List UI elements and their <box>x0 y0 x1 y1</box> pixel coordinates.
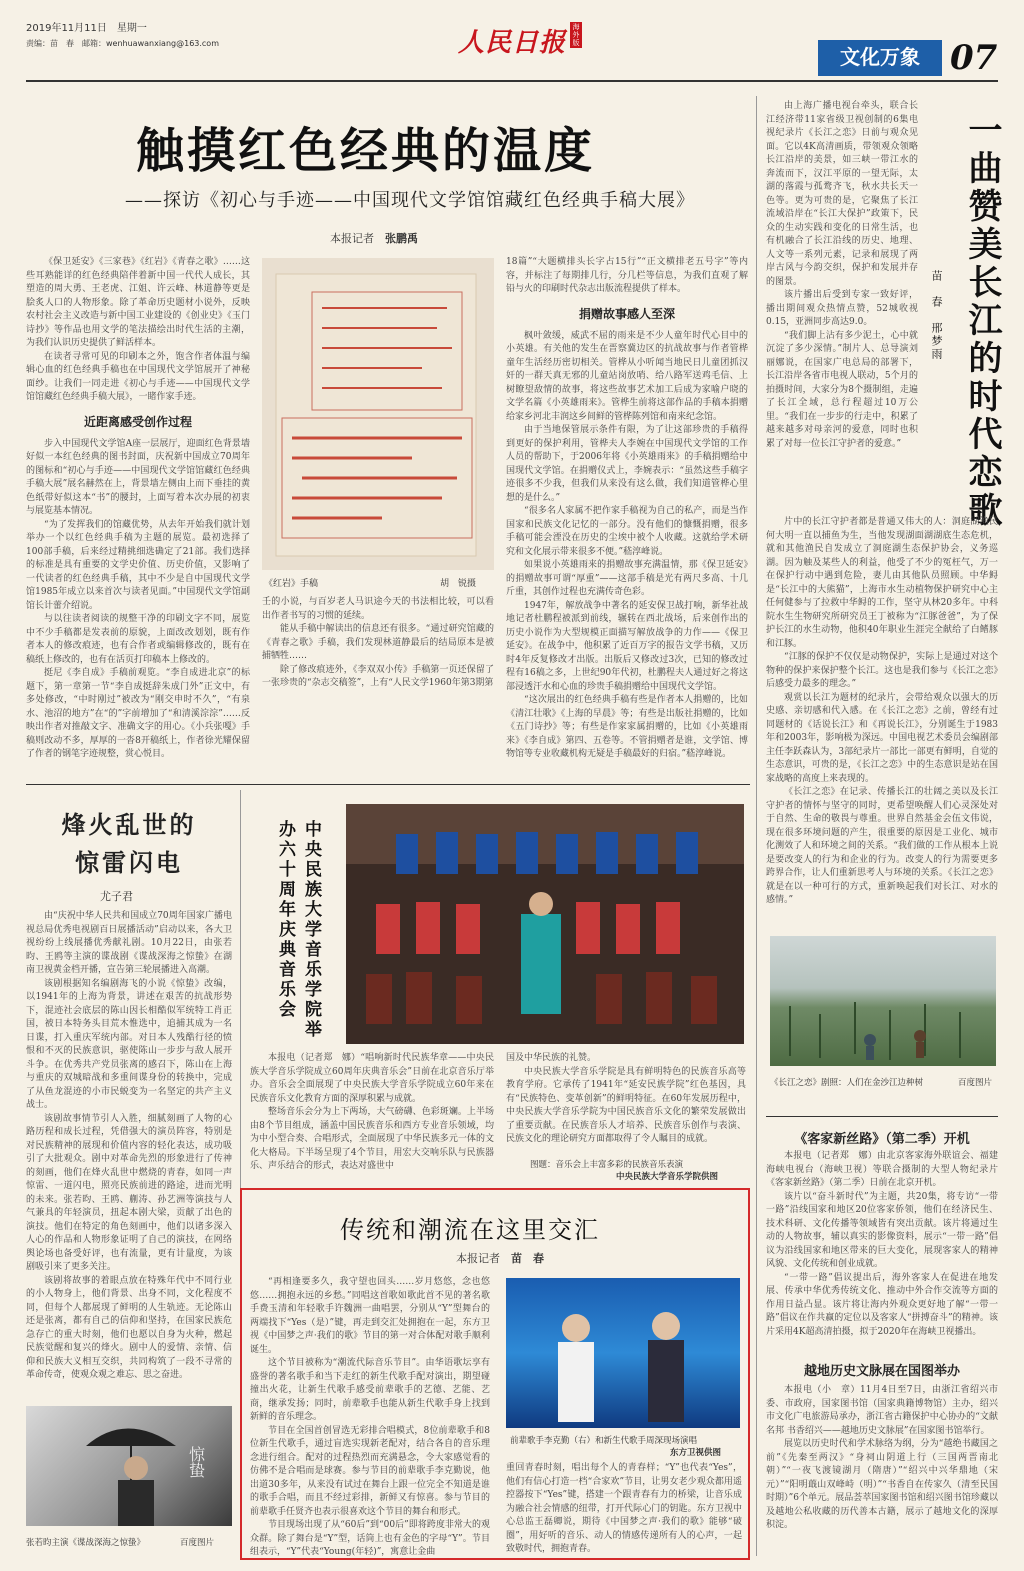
paragraph: 《保卫延安》《三家巷》《红岩》《青春之歌》……这些耳熟能详的红色经典陪伴着新中国一代代人成长，其塑造的周大勇、王老虎、江姐、许云峰、林道静等更是脍炙人口的人物形象。除了革命历史题材小说外，反映农村社会主义改造与新中国工业建设的《创业史》《玉门诗抄》等作品也用文学的笔法描绘出时代生活的主潮，为我们认识历史提供了鲜活样本。 <box>26 257 250 348</box>
paragraph: “江豚的保护不仅仅是动物保护，实际上是通过对这个物种的保护来保护整个长江。这也是我们参与《长江之恋》后感受力最多的理念。” <box>766 652 998 689</box>
tree-planting-illustration <box>770 936 996 1066</box>
paragraph: 该片以“奋斗新时代”为主题，共20集，将专访“一带一路”沿线国家和地区20位客家侨领，他们在经济民生、技术科研、文化传播等领域皆有突出贡献。该片将通过生动的人物故事，辅以真实的影像资料，展示“一带一路”倡议为沿线国家和地区带来的巨大变化，展现客家人的精神风貌、文化传统和创业成就。 <box>766 1191 998 1269</box>
paragraph: 该剧将故事的着眼点放在特殊年代中不同行业的小人物身上，他们背景、出身不同，文化程度不同，但每个人都展现了鲜明的人生轨迹。无论陈山还是张离，都有自己的信仰和坚持，在国家民族危急存亡的重大时刻，他们也愿以自身为火种，燃起民族觉醒和复兴的烽火。剧中人的爱情、亲情、信仰和民族大义相互交织，共同构筑了一段不寻常的革命传奇，使观众观之难忘、思之奋进。 <box>26 1275 232 1380</box>
yuefu-body <box>766 1384 998 1554</box>
paragraph: 《长江之恋》在记录、传播长江的壮阔之美以及长江守护者的情怀与坚守的同时，更希望唤醒人们心灵深处对于自然、生命的敬畏与尊重。世界自然基金会伍文伟说，现在很多环境问题的产生，很重要的原因是工业化、城市化测效了人和环境之间的关系。“我们做的工作从根本上说是要改变人的行为和企业的行为。改变人的行为需要更多跨界合作，让人们重新思考人与环境的关系。《长江之恋》就是在以一种可行的方式，重新唤起我们对长江、对水的感情。” <box>766 787 998 905</box>
paragraph: 该片播出后受到专家一致好评，播出期间观众热情点赞，52城收视0.15，亚洲同步高达9.0。 <box>766 290 918 327</box>
kejia-body <box>766 1150 998 1337</box>
changjiang-headline: 一曲赞美长江的时代恋歌 <box>962 112 1002 530</box>
paragraph: 步入中国现代文学馆A座一层展厅，迎面红色背景墙好似一本红色经典的图书封面，庆祝新中国成立70周年的图标和“初心与手迹——中国现代文学馆馆藏红色经典手稿大展”展名赫然在上，背景墙左侧由上而下垂挂的黄色纸带好似这本“书”的腰封，上面写着本次办展的初衷与展览基本情况。 <box>26 438 250 516</box>
byline-name: 张鹏禹 <box>385 232 418 245</box>
section-subtitle: 捐赠故事感人至深 <box>578 306 675 321</box>
paragraph: 观赏以长江为题材的纪录片，会带给观众以强大的历史感、亲切感和代入感。在《长江之恋》之前，曾经有过同题材的《话说长江》和《再说长江》，分别诞生于1983年和2003年，影响极为深远。中国电视艺术委员会编剧部主任李跃森认为，3部纪录片一部比一部更有鲜明，自觉的生态意识，可贵的是，《长江之恋》中的生态意识是站在国家战略的高度上来表现的。 <box>766 692 998 784</box>
minzu-credit: 中央民族大学音乐学院供图 <box>616 1172 719 1182</box>
masthead <box>458 22 582 59</box>
paragraph: 国及中华民族的礼赞。 <box>506 1053 597 1063</box>
manuscript-credit: 胡 锐摄 <box>440 579 477 589</box>
minzu-caption: 图题：音乐会上丰富多彩的民族音乐表演 <box>530 1160 684 1170</box>
huodao-headline-line1: 烽火乱世的 <box>61 810 197 839</box>
chuantong-photo-credit: 东方卫视供图 <box>670 1448 722 1458</box>
paragraph: 1947年，解放战争中著名的延安保卫战打响，新华社战地记者杜鹏程被派到前线，辗转在西北战场，后来创作出的历史小说作为大型规模正面描写解放战争的力作——《保卫延安》。在战争中，他积累了近百万字的报告文学书稿，又历时4年反复修改才出版。出版后又修改过3次，已知的修改过程有16稿之多，上世纪90年代初，杜鹏程夫人通过好之将这部浸透汗水和心血的珍贵手稿捐赠给中国现代文学馆。 <box>506 600 748 692</box>
chuantong-headline: 传统和潮流在这里交汇 <box>340 1216 600 1244</box>
paragraph: 本报电（记者郑 娜）“唱响新时代民族华章——中央民族大学音乐学院成立60周年庆典音乐会”日前在北京音乐厅举办。音乐会全面展现了中央民族大学音乐学院成立60年来在民族音乐文化教育方面的深厚积累与成就。 <box>250 1053 494 1104</box>
huodao-byline: 尤子君 <box>100 890 133 903</box>
byline-label: 本报记者 <box>330 232 374 245</box>
svg-text:惊蛰: 惊蛰 <box>186 1446 206 1478</box>
paragraph: 与以往读者阅读的规整干净的印刷文字不同，展览中不少手稿都是发表前的原貌，上面改改划划，既有作者本人的修改痕迹，也有合作者或编辑修改的，既有在稿纸上修改的，也有在活页打印稿本上修改的。 <box>26 614 250 665</box>
huodao-body <box>26 910 232 1400</box>
changjiang-photo <box>770 936 996 1066</box>
paragraph: “一带一路”倡议提出后，海外客家人在促进在地发展、传承中华优秀传统文化、推动中外合作交流等方面的作用日益凸显。该片将让海内外观众更好地了解“一带一路”倡议在作共赢的定位以及客家人“拼搏奋斗”的精神。该片采用4K超高清拍摄，拟于2020年在海峡卫视播出。 <box>766 1272 998 1337</box>
paragraph: 挺尼《李自成》手稿前观览。“李自成进北京”的标题下，第一章第一节“李自成挺辞朱成门外”正文中，有多处修改，“中时刚过”被改为“刚交申时不久”，“有泉水、池沼的地方”在“的”字前增加了“和清溪淙淙”……反映出作者对推敲文字、准确文字的用心。《小兵张嘎》手稿则改动不多，厚厚的一沓8开稿纸上，作者徐光耀保留了作者的钢笔字迹规整，赏心悦目。 <box>26 668 250 759</box>
drama-still-illustration <box>26 1406 232 1526</box>
page-number: 07 <box>950 38 998 78</box>
manuscript-illustration <box>262 258 494 570</box>
paragraph: 由于当地保管展示条件有限，为了让这部珍贵的手稿得到更好的保护利用，管桦夫人李婉在中国现代文学馆的工作人员的帮助下，于2006年将《小英雄雨来》的手稿捐赠给中国现代文学馆。在捐赠仪式上，李婉表示：“虽然这些手稿字迹很多不少我，但我们从来没有这么做，我们知道管桦心里想的是什么。” <box>506 425 748 503</box>
kejia-headline: 《客家新丝路》（第二季）开机 <box>794 1132 970 1147</box>
hongyan-manuscript-photo <box>262 258 494 570</box>
huodao-headline <box>26 806 232 882</box>
paragraph: 由“庆祝中华人民共和国成立70周年国家广播电视总局优秀电视剧百日展播活动”启动以来，各大卫视纷纷上线展播优秀献礼剧。10月22日，由张若昀、王鸥等主演的谍战剧《谍战深海之惊蛰》在湖南卫视黄金档开播，宣告第三轮展播进入高潮。 <box>26 911 232 975</box>
paragraph: 除了修改痕迹外，《李双双小传》手稿第一页还保留了一张珍贵的“杂志交稿签”，上有“人民文学1960年第3期第 <box>262 664 494 688</box>
paragraph: 18篇”“大题横排头长字占15行”“正文横排老五号字”等内容，并标注了每期排几行，分几栏等信息，为我们直观了解铅与火的印刷时代杂志出版流程提供了样本。 <box>506 257 748 294</box>
byline-name: 苗 春 <box>511 1252 544 1265</box>
paragraph: 这个节目被称为“潮流代际音乐节目”。由华语歌坛享有盛誉的著名歌手和当下走红的新生代歌手配对演出，期望碰撞出火花，让新生代歌手感受前辈歌手的艺德、艺能、艺商，继承发扬；同时，前辈歌手也能从新生代歌手身上找到新鲜的音乐理念。 <box>250 1358 490 1422</box>
paragraph: 该剧根据知名编剧海飞的小说《惊蛰》改编，以1941年的上海为背景，讲述在艰苦的抗战形势下，混迹社会底层的陈山因长相酷似军统特工肖正国，被日本特务头目荒木惟选中，追捕其成为一名日谍，打入重庆军统内部。对日本人残酷行径的愤恨和不灭的民族意识，驱使陈山一步步与敌人展开斗争。在优秀共产党员张离的感召下，陈山在上海与重庆的双城暗战和多重间谍身份的转换中，完成了从鱼龙混迹的小市民蜕变为一名坚定的共产主义战士。 <box>26 978 232 1110</box>
changjiang-col-a <box>766 100 918 512</box>
paragraph: 由上海广播电视台牵头，联合长江经济带11家省级卫视创制的6集电视纪录片《长江之恋》日前与观众见面。它以4K高清画质，带领观众领略长江沿岸的美景，如三峡一带江水的奔流而下，汉江平原的一望无际，太湖的落霞与孤鹜齐飞，秋水共长天一色等。更为可贵的是，它聚焦了长江流域沿岸在“长江大保护”政策下，民众的生动实践和变化的日常生活，也有机融合了长江沿线的历史、地理、人文等一系列元素，记录和展现了两岸古风与今韵交织，保护和发展并存的图景。 <box>766 101 918 287</box>
changjiang-photo-caption: 《长江之恋》剧照：人们在金沙江边种树 <box>770 1078 924 1088</box>
huodao-photo <box>26 1406 232 1526</box>
section-subtitle: 近距离感受创作过程 <box>83 414 192 429</box>
masthead-title: 人民日报 <box>458 28 567 58</box>
paragraph: 整场音乐会分为上下两场，大气磅礴、色彩斑斓。上半场由8个节目组成，涵盖中国民族音乐和西方专业音乐领域，均为中小型合奏、合唱形式，全面展现了中华民族多元一体的文化大格局。下半场呈现了4个节目，用宏大交响乐队与民族器乐、声乐结合的形式，表达对盛世中 <box>250 1107 494 1171</box>
changjiang-col-b <box>766 516 998 928</box>
main-col-3 <box>506 256 748 776</box>
header-rule <box>26 80 998 82</box>
paragraph: “我们脚上沾有多少泥土，心中就沉淀了多少深情。”制片人、总导演刘丽娜说，在国家广电总局的部署下，长江沿岸各省市电视人联动，5个月的拍摄时间，大家分为8个摄制组，走遍了长江全域，总行程超过10万公里。“我们在一步步的行走中，积累了越来越多对母亲河的爱意，同时也积累了对每一位长江守护者的爱意。” <box>766 330 918 449</box>
paragraph: 中央民族大学音乐学院是具有鲜明特色的民族音乐高等教育学府。它承传了1941年“延安民族学院”红色基因，具有“民族特色、变革创新”的鲜明特征。在60年发展历程中，中央民族大学音乐学院为中国民族音乐文化的繁荣发展做出了重要贡献。在民族音乐人才培养、民族音乐创作与表演、民族文化的理论研究方面都取得了令人瞩目的成就。 <box>506 1066 746 1144</box>
main-col-1 <box>26 256 250 776</box>
paragraph: 本报电（记者郑 娜）由北京客家海外联谊会、福建海峡电视台（海峡卫视）等联合摄制的大型人物纪录片《客家新丝路》（第二季）日前在北京开机。 <box>766 1151 998 1188</box>
minzu-concert-photo <box>346 804 744 1044</box>
singers-illustration <box>506 1278 740 1428</box>
editor-info: 责编：苗 春 邮箱：wenhuawanxiang@163.com <box>26 39 219 48</box>
paragraph: 展览以历史时代和学术脉络为纲，分为“越绝书藏国之前”《先秦至两汉》“身祠山阴道上行（三国两晋南北朝）”“一夜飞渡镜湖月（隋唐）”“绍兴中兴华鼎地（宋元）”“阳明蕺山双峰峙（明）”“书香自在传家久（清至民国时期）”6个单元。展品荟萃国家图书馆和绍兴图书馆珍藏以及越地公私收藏的历代善本古籍，展示了越地文化的深厚积淀。 <box>766 1439 998 1530</box>
main-col-2 <box>262 596 494 776</box>
chuantong-col-a <box>250 1276 490 1557</box>
chuantong-photo-caption: 前辈歌手李克勤（右）和新生代歌手周深现场演唱 <box>510 1436 698 1446</box>
paragraph: 片中的长江守护者都是普通又伟大的人：洞庭湖渔民何大明一直以捕鱼为生，当他发现湖面湖湖底生态危机，就和其他渔民自发成立了洞庭湖生态保护协会，义务巡湖。因为触及某些人的利益，他受了不少的冤枉气，万一在保护行动中遇到危险，妻儿由其他队员照顾。中华鲟是“长江中的大熊猫”，上海市水生动植物保护研究中心主任何健参与了拉救中华鲟的工作，坚守从林20多年。中科院水生生物研究所研究员王丁被称为“江豚爸爸”，为了保护长江的水生动物，他积40年职业生涯完全献给了白鳍豚和江豚。 <box>766 517 998 649</box>
paragraph: 节目在全国首创冒选无彩排合唱模式，8位前辈歌手和8位新生代歌手，通过盲选实现新老配对，结合各自的音乐理念进行组合。配对的过程热烈而充满悬念，令大家感觉看的仿佛不是合唱而是球赛。参与节目的前辈歌手李克勤说，他出道30多年，从来没有试过在舞台上跟一位完全不知道是谁的歌手合唱，而且不经过彩排，新鲜又有惊喜。参与节目的前辈歌手任贤齐也表示很喜欢这个节目的舞台和形式。 <box>250 1425 490 1517</box>
yuefu-headline: 越地历史文脉展在国图举办 <box>803 1364 960 1379</box>
main-byline <box>330 230 418 246</box>
paragraph: “这次展出的红色经典手稿有些是作者本人捐赠的，比如《清江壮歌》《上海的早晨》等；有些是出版社捐赠的，比如《五门诗抄》等；有些是作家家属捐赠的，比如《小英雄雨来》《李自成》第四、五卷等。不管捐赠者是谁，文学馆、博物馆等专业收藏机构无疑是手稿最好的归宿。”嵇淳峰说。 <box>506 695 748 759</box>
byline-label: 本报记者 <box>456 1252 500 1265</box>
paragraph: 能从手稿中解读出的信息还有很多。“通过研究馆藏的《青春之歌》手稿，我们发现林道静最后的结局原本是被捕牺牲…… <box>262 624 494 661</box>
manuscript-caption: 《红岩》手稿 <box>264 579 319 589</box>
main-headline: 触摸红色经典的温度 <box>136 123 596 179</box>
paragraph: 壬的小说，与百岁老人马识途今天的书法相比较，可以看出作者书写的习惯的延续。 <box>262 597 494 621</box>
paragraph: 节目现场出现了从“60后”到“00后”即将跨度非常大的观众群。除了舞台是“Y”型，话筒上也有金色的字母“Y”。节目组表示，“Y”代表“Young(年轻)”，寓意让金曲 <box>250 1520 490 1557</box>
paragraph: 在读者寻常可见的印刷本之外，饱含作者体温与编辑心血的红色经典手稿也在中国现代文学馆展开了神秘面纱。让我们一同走进《初心与手迹——中国现代文学馆馆藏红色经典手稿大展》，一睹作家手迹。 <box>26 351 250 402</box>
changjiang-photo-credit: 百度图片 <box>958 1078 993 1088</box>
paragraph: “为了发挥我们的馆藏优势，从去年开始我们就计划举办一个以红色经典手稿为主题的展览。最初选择了100部手稿，后来经过精挑细选确定了21部。我们选择的标准是具有重要的文学史价值、历史价值，又影响了一代读者的红色经典手稿，其中不少是自中国现代文学馆1985年成立以来首次与读者见面。”中国现代文学馆副馆长计蕾介绍说。 <box>26 519 250 611</box>
chuantong-byline <box>456 1250 544 1266</box>
minzu-body-b <box>506 1052 746 1162</box>
changjiang-byline: 苗 春 邢梦雨 <box>930 270 943 361</box>
main-subheadline: ——探访《初心与手迹——中国现代文学馆馆藏红色经典手稿大展》 <box>125 190 695 211</box>
paragraph: “再相逢要多久，我守望也回头……岁月悠悠，念也悠悠……拥抱永远的乡愁。”同唱这首歌如歌此首不见的著名歌手费玉清和年轻歌手许魏洲一曲唱罢，分别从“Y”型舞台的两端找下“Yes（是）”键，再走到交汇处拥抱在一起，东方卫视《中国梦之声·我们的歌》节目的第一对合体配对歌手顺利诞生。 <box>250 1277 490 1355</box>
huodao-photo-credit: 百度图片 <box>180 1538 215 1548</box>
divider <box>26 784 750 785</box>
paragraph: 本报电（小 章）11月4日至7日，由浙江省绍兴市委、市政府，国家图书馆（国家典籍博物馆）主办，绍兴市文化广电旅游局承办，浙江省古籍保护中心协办的“文献名邦 书香绍兴——越地历史文脉展”在国家图书馆举行。 <box>766 1385 998 1436</box>
masthead-tag: 海外版 <box>570 22 582 48</box>
paragraph: “很多名人家属不把作家手稿视为自己的私产，而是当作国家和民族文化记忆的一部分。没有他们的慷慨捐赠，很多手稿可能会湮没在历史的尘埃中被个人收藏。这就给学术研究和文化展示带来很多不便。”嵇淳峰说。 <box>506 506 748 557</box>
issue-date: 2019年11月11日 星期一 <box>26 23 147 34</box>
divider <box>766 1116 998 1117</box>
chuantong-photo <box>506 1278 740 1428</box>
minzu-headline: 中央民族大学音乐学院举办六十周年庆典音乐会 <box>275 820 321 1040</box>
huodao-headline-line2: 惊雷闪电 <box>75 848 183 877</box>
paragraph: 如果说小英雄雨来的捐赠故事充满温情，那《保卫延安》的捐赠故事可谓“厚重”——这部手稿是光有两尺多高、十几斤重，其创作过程也充满传奇色彩。 <box>506 560 748 597</box>
concert-stage-illustration <box>346 804 744 1044</box>
chuantong-col-b <box>506 1462 742 1554</box>
paragraph: 该剧故事情节引人入胜，细腻刻画了人物的心路历程和成长过程，凭借强大的演员阵容，特别是对民族精神的展现和价值内容的轻化表达，成功吸引了大批观众。剧中对革命先烈的形象进行了传神的刻画，他们在烽火乱世中燃烧的青春，如同一声惊雷、一道闪电，照亮民族前进的路途，进而光明的未来。张若昀、王鸥、蒯涛、孙艺洲等演技与人气兼具的年轻演员，扭起本剧大梁，贡献了出色的演技。他们在特定的角色刻画中，他们以诸多深入人心的作品和人物形象证明了自己的演技，在网络舆论场也备受好评，也有流量，更有计量度，为该剧吸引来了更多关注。 <box>26 1113 232 1272</box>
minzu-body-a <box>250 1052 494 1182</box>
paragraph: 枫叶敛缓，威武不屈的雨来是不少人童年时代心目中的小英雄。有关他的发生在晋察冀边区的抗战故事与作者管桦童年生活经历密切相关。管桦从小听闻当地民日儿童团抓汉奸的一群天真无邪的儿童站岗放哨、给八路军送鸡毛信、上树瞭望敌情的故事，将这些故事艺术加工后成为家喻户晓的文学名篇《小英雄雨来》。管桦生前将这部作品的手稿本捐赠给家乡河北丰润这乡间鲜的管桦陈列馆和南来纪念馆。 <box>506 330 748 422</box>
huodao-photo-caption: 张若昀主演《谍战深海之惊蛰》 <box>26 1538 146 1548</box>
column-divider <box>756 96 757 1556</box>
section-label: 文化万象 <box>818 40 942 76</box>
paragraph: 重回青春时刻，唱出每个人的青春样；“Y”也代表“Yes”，他们有信心打造一档“合家欢”节目，让男女老少观众都用遥控器按下“Yes”键，搭建一个跟青春有力的桥梁，让音乐成为融合社会情感的纽带，打开代际心门的钥匙。东方卫视中心总监王磊卿说，期待《中国梦之声·我们的歌》能够“破圈”，用好听的音乐、动人的情感传递所有人的心声，一起致敬时代，拥抱青春。 <box>506 1463 742 1554</box>
